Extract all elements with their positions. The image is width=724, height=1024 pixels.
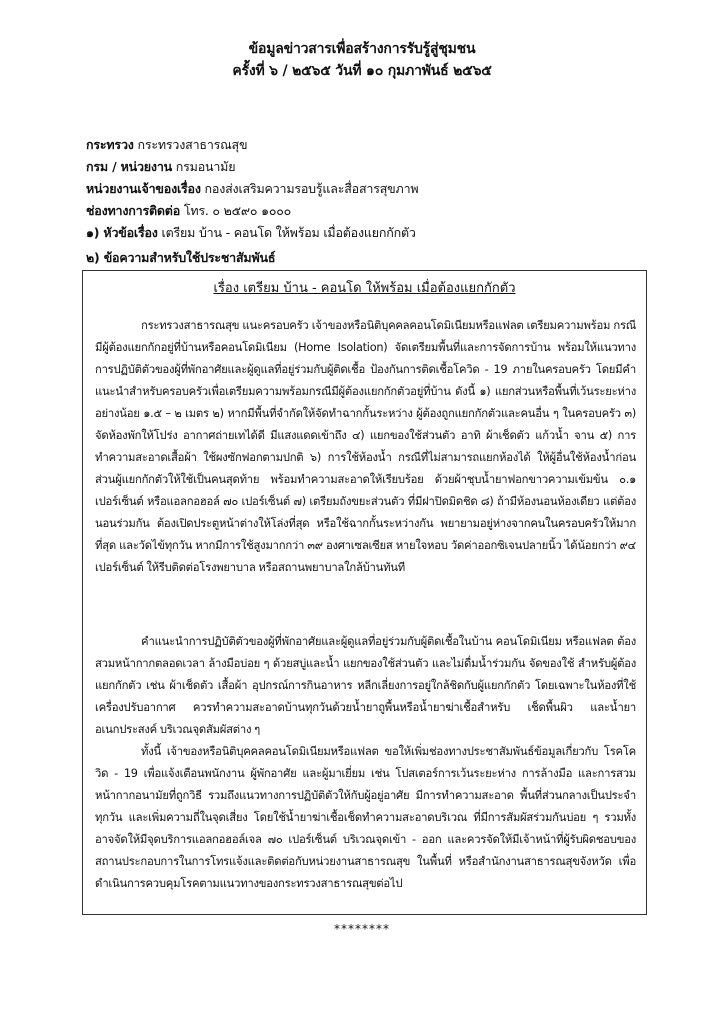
contact-row — [86, 201, 291, 221]
ministry-row — [86, 135, 247, 155]
pr-row — [86, 248, 275, 268]
end-marker: ******** — [334, 922, 390, 936]
pr-label: ๒) ข้อความสำหรับใช้ประชาสัมพันธ์ — [86, 250, 276, 265]
contact-label: ช่องทางการติดต่อ — [86, 203, 181, 218]
ministry-label: กระทรวง — [86, 137, 134, 152]
announcement-subject-text: เรื่อง เตรียม บ้าน - คอนโด ให้พร้อม เมื่อต้องแยกกักตัว — [213, 281, 516, 296]
topic-row — [86, 223, 416, 243]
announcement-subject — [83, 277, 646, 298]
paragraph-family-preparation: กระทรวงสาธารณสุข แนะครอบครัว เจ้าของหรือนิติบุคคลคอนโดมิเนียมหรือแฟลต เตรียมความพร้อม กรณีมีผู้ต้องแยกกักอยู่ที่บ้านหรือคอนโดมิเนียม (Home Isolation) จัดเตรียมพื้นที่และการจัดการบ้าน พร้อมให้แนวทางการปฏิบัติตัวของผู้ที่พักอาศัยและผู้ดูแลที่อยู่ร่วมกับผู้ติดเชื้อ ป้องกันการติดเชื้อโควิด - 19 ภายในครอบครัว โดยมีคำแนะนำสำหรับครอบครัวเพื่อเตรียมความพร้อมกรณีมีผู้ต้องแยกกักตัวอยู่ที่บ้าน ดังนี้ ๑) แยกส่วนหรือพื้นที่เว้นระยะห่างอย่างน้อย ๑.๕ – ๒ เมตร ๒) หากมีพื้นที่จำกัดให้จัดทำฉากกั้นระหว่าง ผู้ต้องถูกแยกกักตัวและคนอื่น ๆ ในครอบครัว ๓) จัดห้องพักให้โปร่ง อากาศถ่ายเทได้ดี มีแสงแดดเข้าถึง ๔) แยกของใช้ส่วนตัว อาทิ ผ้าเช็ดตัว แก้วน้ำ จาน ๕) การทำความสะอาดเสื้อผ้า ใช้ผงซักฟอกตามปกติ ๖) การใช้ห้องน้ำ กรณีที่ไม่สามารถแยกห้องได้ ให้ผู้อื่นใช้ห้องน้ำก่อน ส่วนผู้แยกกักตัวให้ใช้เป็นคนสุดท้าย พร้อมทำความสะอาดให้เรียบร้อย ด้วยผ้าชุบน้ำยาฟอกขาวความเข้มข้น ๐.๑ เปอร์เซ็นต์ หรือแอลกอฮอล์ ๗๐ เปอร์เซ็นต์ ๗) เตรียมถังขยะส่วนตัว ที่มีฝาปิดมิดชิด ๘) ถ้ามีห้องนอนห้องเดียว แต่ต้องนอนร่วมกัน ต้องเปิดประตูหน้าต่างให้โล่งที่สุด หรือใช้ฉากกั้นระหว่างกัน พยายามอยู่ห่างจากคนในครอบครัวให้มากที่สุด และวัดไข้ทุกวัน หากมีการใช้สูงมากกว่า ๓๙ องศาเซลเซียส หายใจหอบ วัดค่าออกซิเจนปลายนิ้ว ได้น้อยกว่า ๙๔ เปอร์เซ็นต์ ให้รีบติดต่อโรงพยาบาล หรือสถานพยาบาลใกล้บ้านทันที — [95, 319, 636, 574]
owner-value: กองส่งเสริมความรอบรู้และสื่อสารสุขภาพ — [204, 181, 419, 196]
ministry-value: กระทรวงสาธารณสุข — [137, 137, 248, 152]
topic-label: ๑) หัวข้อเรื่อง — [86, 225, 158, 240]
document-title: ข้อมูลข่าวสารเพื่อสร้างการรับรู้สู่ชุมชน — [248, 41, 476, 57]
owner-row — [86, 179, 418, 199]
paragraph-resident-guidance: คำแนะนำการปฏิบัติตัวของผู้ที่พักอาศัยและผู้ดูแลที่อยู่ร่วมกับผู้ติดเชื้อในบ้าน คอนโดมิเนียม หรือแฟลต ต้องสวมหน้ากากตลอดเวลา ล้างมือบ่อย ๆ ด้วยสบู่และน้ำ แยกของใช้ส่วนตัว และไม่ดื่มน้ำร่วมกัน จัดของใช้ สำหรับผู้ต้องแยกกักตัว เช่น ผ้าเช็ดตัว เสื้อผ้า อุปกรณ์การกินอาหาร หลีกเลี่ยงการอยู่ใกล้ชิดกับผู้แยกกักตัว โดยเฉพาะในห้องที่ใช้เครื่องปรับอากาศ ควรทำความสะอาดบ้านทุกวันด้วยน้ำยาถูพื้นหรือน้ำยาฆ่าเชื้อสำหรับ เช็ดพื้นผิว และน้ำยาอเนกประสงค์ บริเวณจุดสัมผัสต่าง ๆ — [95, 635, 636, 736]
topic-value: เตรียม บ้าน - คอนโด ให้พร้อม เมื่อต้องแยกกักตัว — [161, 225, 416, 240]
paragraph-building-owner: ทั้งนี้ เจ้าของหรือนิติบุคคลคอนโดมิเนียมหรือแฟลต ขอให้เพิ่มช่องทางประชาสัมพันธ์ข้อมูลเกี่ยวกับ โรคโควิด - 19 เพื่อแจ้งเตือนพนักงาน ผู้พักอาศัย และผู้มาเยี่ยม เช่น โปสเตอร์การเว้นระยะห่าง การล้างมือ และการสวมหน้ากากอนามัยที่ถูกวิธี รวมถึงแนวทางการปฏิบัติตัวให้กับผู้อยู่อาศัย มีการทำความสะอาด พื้นที่ส่วนกลางเป็นประจำทุกวัน และเพิ่มความถี่ในจุดเสี่ยง โดยใช้น้ำยาฆ่าเชื้อเช็ดทำความสะอาดบริเวณ ที่มีการสัมผัสร่วมกันบ่อย ๆ รวมทั้งอาจจัดให้มีจุดบริการแอลกอฮอล์เจล ๗๐ เปอร์เซ็นต์ บริเวณจุดเข้า - ออก และควรจัดให้มีเจ้าหน้าที่ผู้รับผิดชอบของสถานประกอบการในการโทรแจ้งและติดต่อกับหน่วยงานสาธารณสุข ในพื้นที่ หรือสำนักงานสาธารณสุขจังหวัด เพื่อดำเนินการควบคุมโรคตามแนวทางของกระทรวงสาธารณสุขต่อไป — [95, 745, 636, 890]
department-row — [86, 157, 235, 177]
owner-label: หน่วยงานเจ้าของเรื่อง — [86, 181, 201, 196]
issue-line: ครั้งที่ ๖ / ๒๕๖๕ วันที่ ๑๐ กุมภาพันธ์ ๒๕๖๕ — [232, 63, 492, 79]
contact-value: โทร. ๐ ๒๕๙๐ ๑๐๐๐ — [183, 203, 292, 218]
department-value: กรมอนามัย — [175, 159, 236, 174]
department-label: กรม / หน่วยงาน — [86, 159, 172, 174]
announcement-box — [82, 270, 647, 915]
